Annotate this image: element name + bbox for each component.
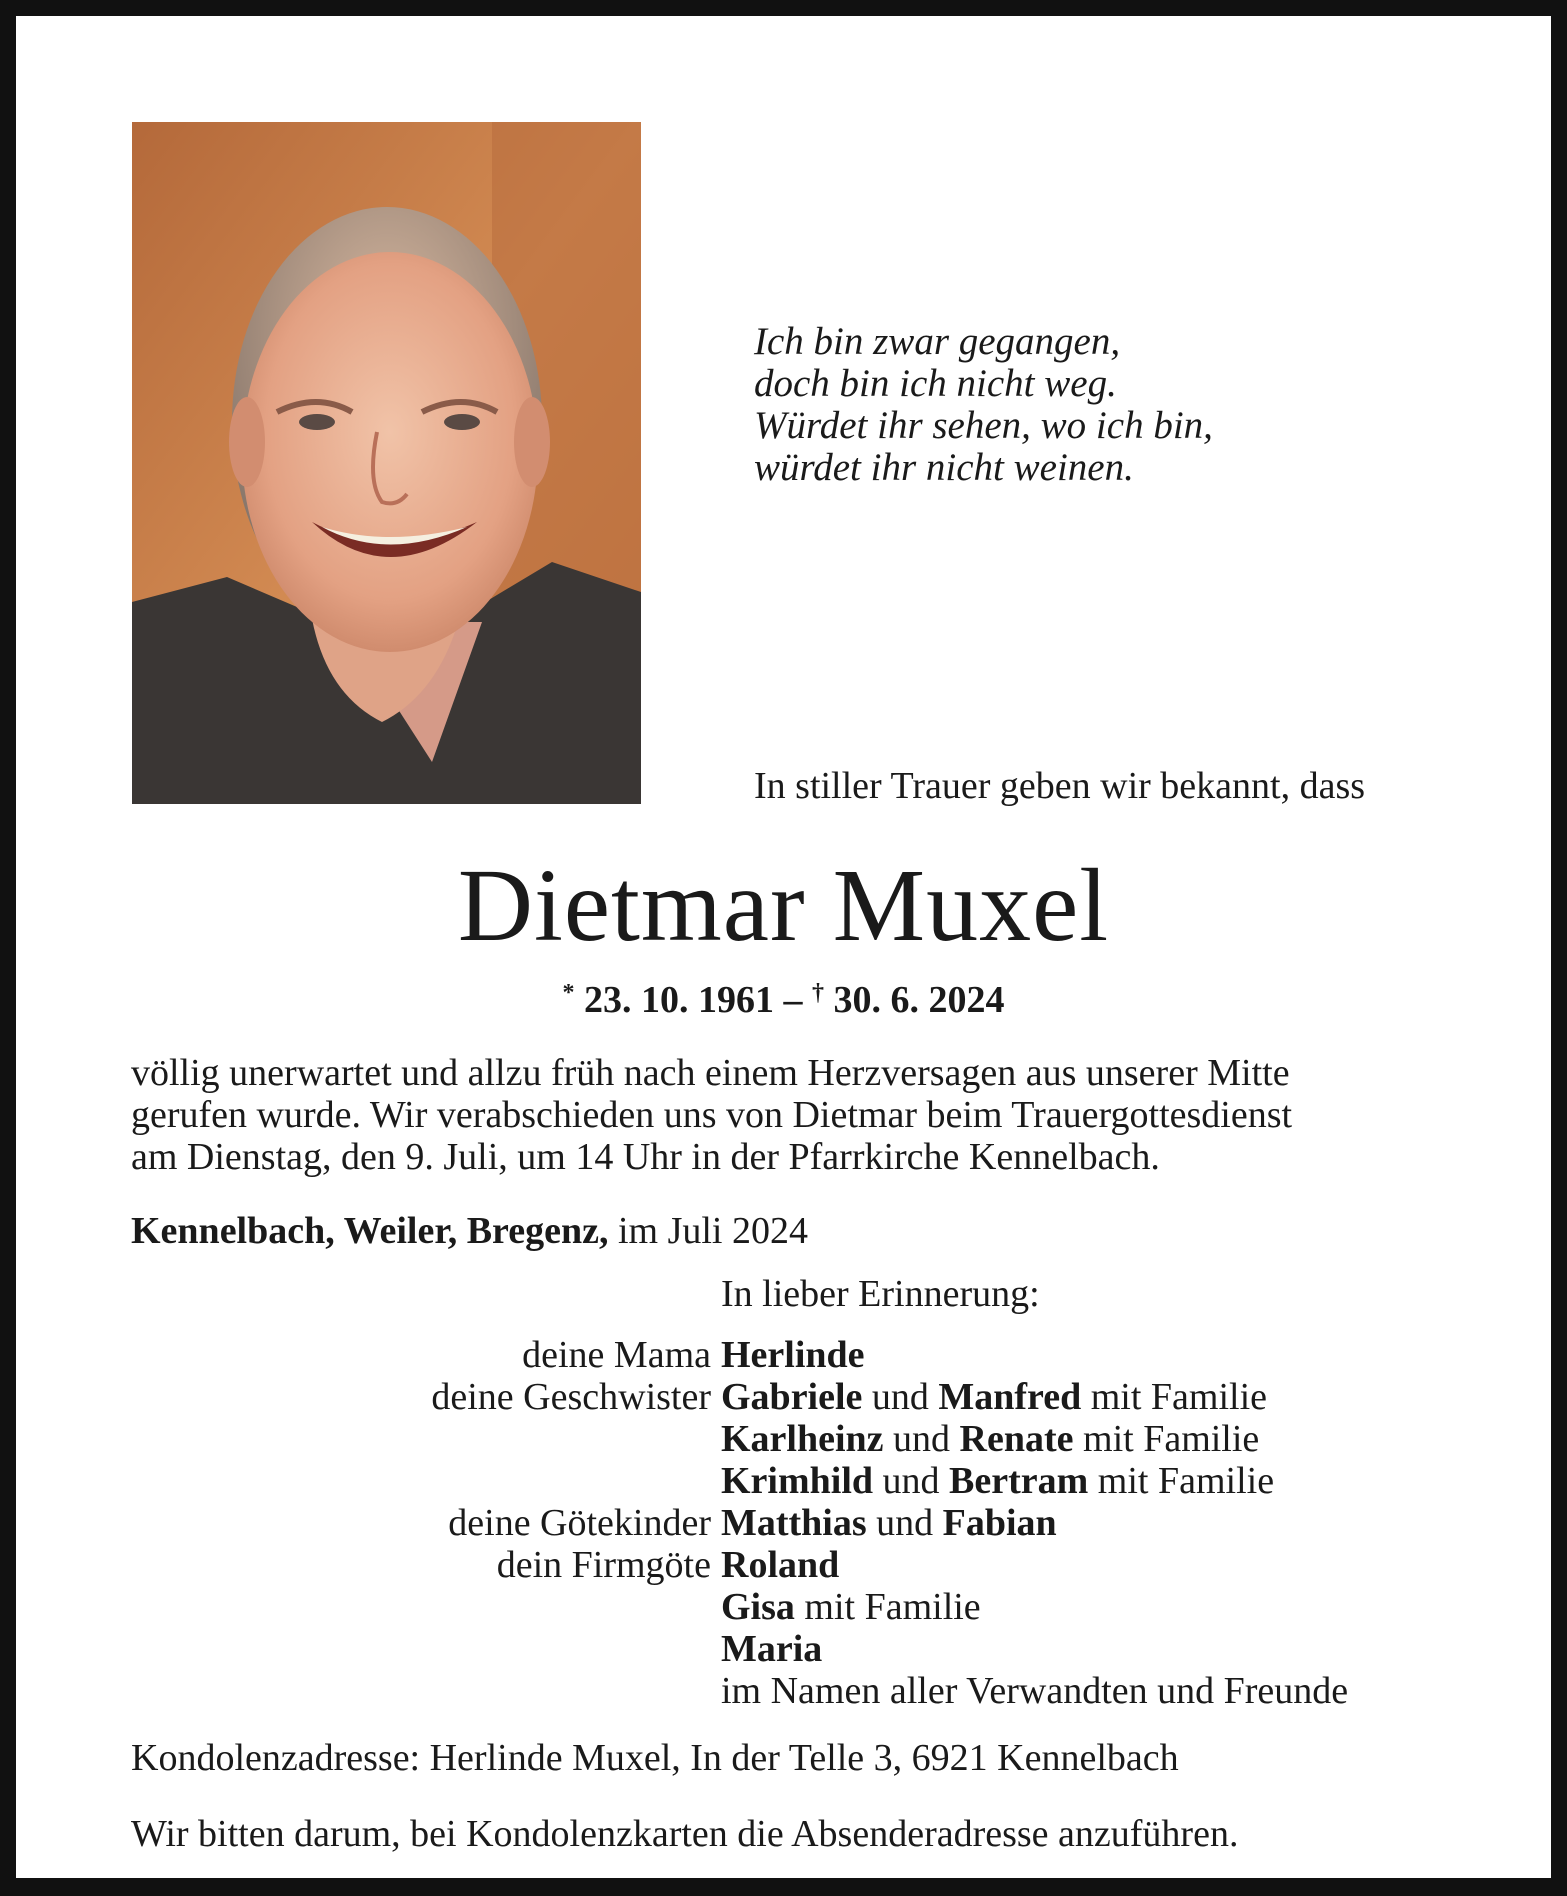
mourner-names (721, 1376, 1267, 1418)
mourner-row (16, 1418, 1551, 1460)
mourner-names (721, 1586, 981, 1628)
mourner-names (721, 1418, 1259, 1460)
mourner-relation: deine Götekinder (448, 1502, 711, 1544)
places: Kennelbach, Weiler, Bregenz, (131, 1210, 609, 1252)
mourner-row (16, 1502, 1551, 1544)
mourner-connector: mit Familie (1073, 1418, 1260, 1460)
deceased-name: Dietmar Muxel (457, 848, 1110, 963)
mourner-connector: und (873, 1460, 950, 1502)
intro-text: In stiller Trauer geben wir bekannt, dass (754, 765, 1366, 807)
mourner-row (16, 1628, 1551, 1670)
mourner-name: Gisa (721, 1586, 795, 1628)
death-date: 30. 6. 2024 (833, 979, 1005, 1021)
death-symbol: † (812, 980, 824, 1006)
mourner-row (16, 1460, 1551, 1502)
mourner-relation: deine Mama (522, 1334, 711, 1376)
mourner-connector: mit Familie (1088, 1460, 1275, 1502)
condolence-note: Wir bitten darum, bei Kondolenzkarten die Absenderadresse anzuführen. (131, 1813, 1239, 1855)
mourner-names (721, 1334, 865, 1376)
body-line: am Dienstag, den 9. Juli, um 14 Uhr in der Pfarrkirche Kennelbach. (131, 1136, 1160, 1178)
mourner-names (721, 1670, 1348, 1712)
portrait-image (132, 122, 641, 804)
obituary-card (16, 16, 1551, 1878)
mourner-relation: deine Geschwister (431, 1376, 711, 1418)
mourner-row (16, 1586, 1551, 1628)
mourner-row (16, 1334, 1551, 1376)
mourner-name: Roland (721, 1544, 840, 1586)
birth-symbol: * (562, 980, 575, 1006)
mourner-name: Gabriele (721, 1376, 863, 1418)
mourner-name: Karlheinz (721, 1418, 884, 1460)
mourner-row (16, 1544, 1551, 1586)
memory-heading: In lieber Erinnerung: (721, 1273, 1040, 1315)
mourners-list (16, 1334, 1551, 1712)
body-line: völlig unerwartet und allzu früh nach einem Herzversagen aus unserer Mitte (131, 1052, 1290, 1094)
birth-date: 23. 10. 1961 (584, 979, 774, 1021)
mourner-name: Renate (959, 1418, 1074, 1460)
condolence-address: Kondolenzadresse: Herlinde Muxel, In der Telle 3, 6921 Kennelbach (131, 1737, 1179, 1779)
announcement-body (131, 1052, 1451, 1178)
month-year: im Juli 2024 (608, 1210, 808, 1252)
poem-quote (754, 321, 1474, 489)
quote-line: würdet ihr nicht weinen. (754, 446, 1134, 489)
mourner-connector: und (866, 1502, 943, 1544)
mourner-name: Fabian (942, 1502, 1057, 1544)
mourner-relation: dein Firmgöte (496, 1544, 711, 1586)
mourner-row (16, 1670, 1551, 1712)
quote-line: Ich bin zwar gegangen, (754, 320, 1121, 363)
body-line: gerufen wurde. Wir verabschieden uns von Dietmar beim Trauergottesdienst (131, 1094, 1293, 1136)
mourner-names (721, 1628, 822, 1670)
mourner-connector: im Namen aller Verwandten und Freunde (721, 1670, 1349, 1712)
quote-line: doch bin ich nicht weg. (754, 362, 1117, 405)
mourner-name: Manfred (938, 1376, 1082, 1418)
life-dates (16, 971, 1551, 1022)
mourner-name: Herlinde (721, 1334, 865, 1376)
mourner-names (721, 1460, 1274, 1502)
portrait-photo (132, 122, 641, 804)
mourner-row (16, 1376, 1551, 1418)
mourner-names (721, 1544, 839, 1586)
mourner-names (721, 1502, 1057, 1544)
mourner-name: Krimhild (721, 1460, 874, 1502)
quote-line: Würdet ihr sehen, wo ich bin, (754, 404, 1213, 447)
mourner-name: Bertram (949, 1460, 1089, 1502)
mourner-connector: mit Familie (1081, 1376, 1268, 1418)
mourner-connector: und (862, 1376, 939, 1418)
place-date-line (131, 1209, 808, 1253)
mourner-name: Matthias (721, 1502, 867, 1544)
mourner-connector: und (883, 1418, 960, 1460)
mourner-name: Maria (721, 1628, 823, 1670)
mourner-connector: mit Familie (794, 1586, 981, 1628)
date-separator: – (783, 979, 803, 1021)
